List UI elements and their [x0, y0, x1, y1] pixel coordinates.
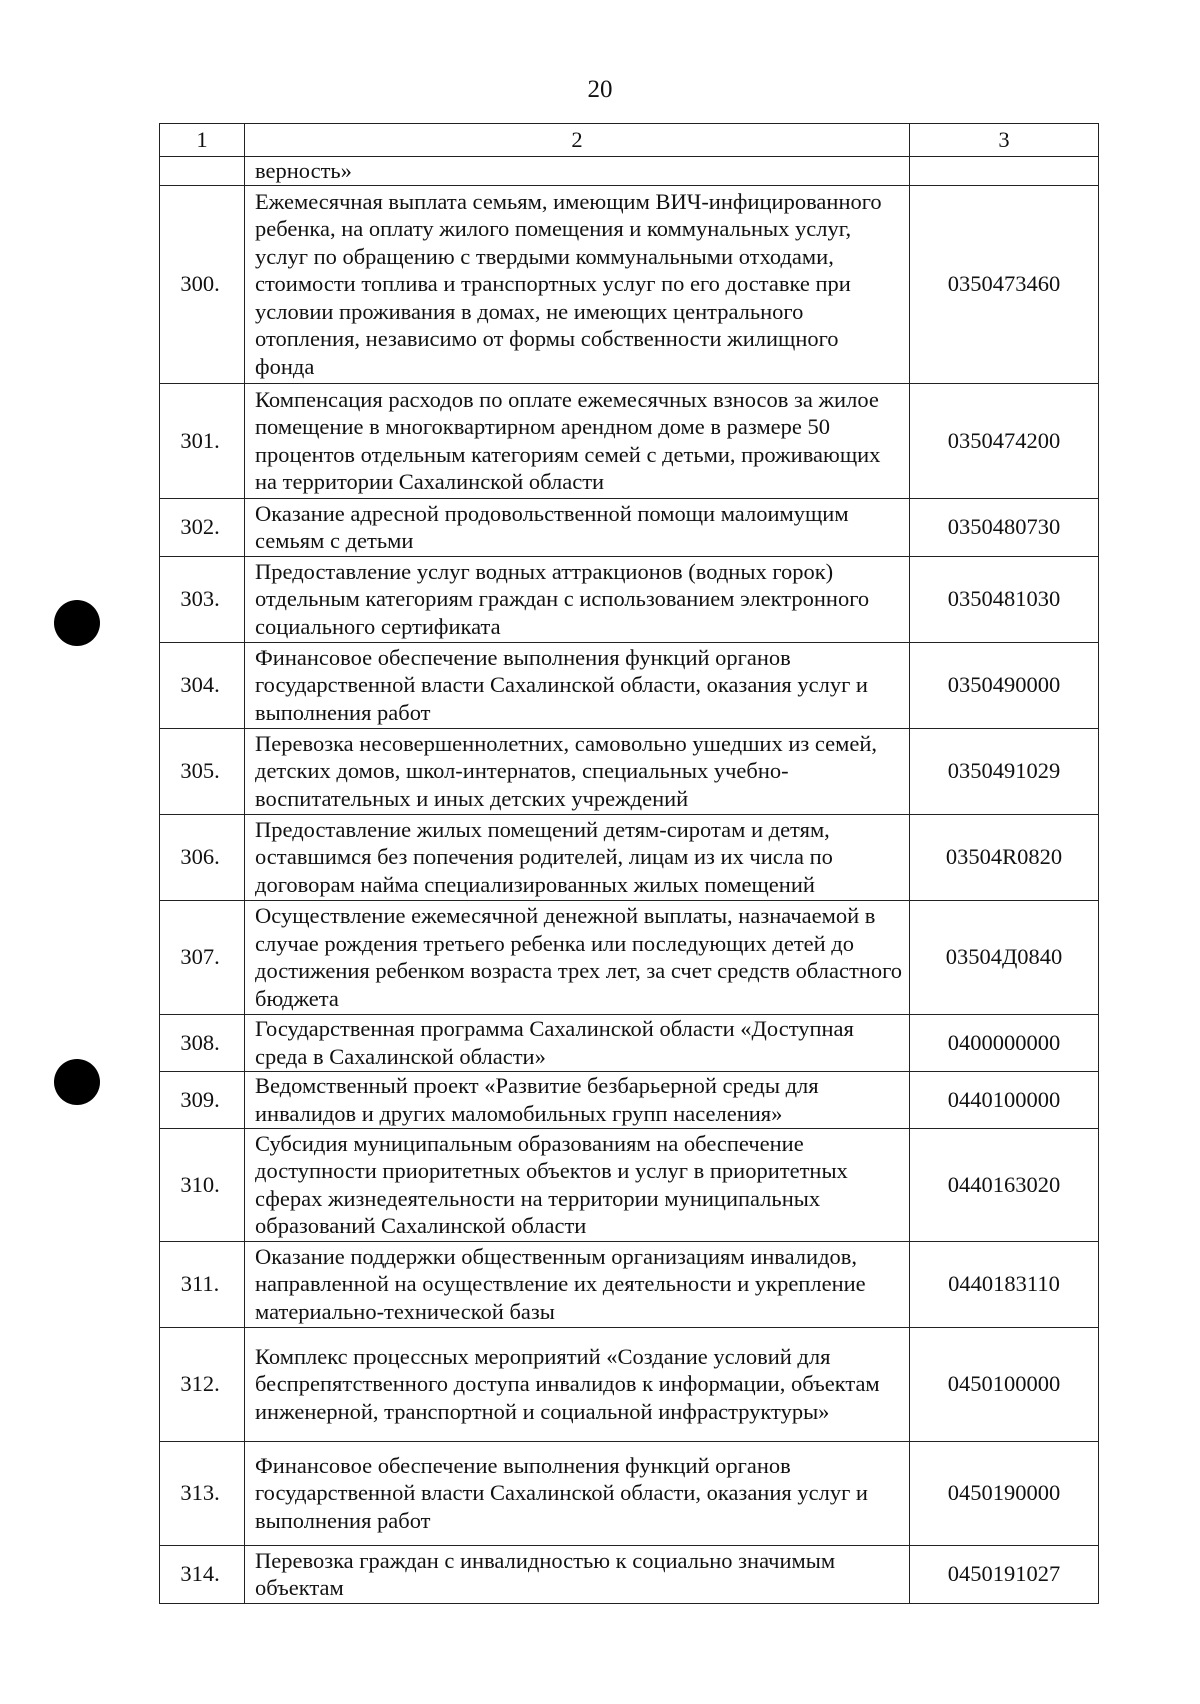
table-header-row: [160, 124, 1099, 157]
row-code: 0450190000: [910, 1441, 1099, 1545]
row-description: Оказание поддержки общественным организациям инвалидов, направленной на осуществление их деятельности и укрепление материально-технической базы: [245, 1241, 910, 1327]
column-header: 1: [160, 124, 245, 157]
column-header: 2: [245, 124, 910, 157]
row-description: верность»: [245, 157, 910, 186]
table-row: [160, 157, 1099, 186]
row-number: 305.: [160, 728, 245, 814]
punch-hole-top: [54, 600, 100, 646]
table-row: [160, 1128, 1099, 1241]
row-code: 0400000000: [910, 1014, 1099, 1071]
row-description: Осуществление ежемесячной денежной выплаты, назначаемой в случае рождения третьего ребенка или последующих детей до достижения ребенком возраста трех лет, за счет средств областного бюджета: [245, 900, 910, 1014]
row-number: 312.: [160, 1327, 245, 1441]
row-code: 03504Д0840: [910, 900, 1099, 1014]
table-row: [160, 1071, 1099, 1128]
row-description: Финансовое обеспечение выполнения функций органов государственной власти Сахалинской области, оказания услуг и выполнения работ: [245, 642, 910, 728]
row-code: 0440163020: [910, 1128, 1099, 1241]
row-description: Ежемесячная выплата семьям, имеющим ВИЧ-инфицированного ребенка, на оплату жилого помещения и коммунальных услуг, услуг по обращению с твердыми коммунальными отходами, стоимости топлива и транспортных услуг по его доставке при условии проживания в домах, не имеющих центрального отопления, независимо от формы собственности жилищного фонда: [245, 185, 910, 383]
row-code: 03504R0820: [910, 814, 1099, 900]
row-number: 314.: [160, 1545, 245, 1603]
table-row: [160, 185, 1099, 383]
table-row: [160, 1545, 1099, 1603]
table-row: [160, 556, 1099, 642]
row-description: Финансовое обеспечение выполнения функций органов государственной власти Сахалинской области, оказания услуг и выполнения работ: [245, 1441, 910, 1545]
table-row: [160, 1441, 1099, 1545]
budget-code-table: [159, 123, 1099, 1604]
table-row: [160, 814, 1099, 900]
table-row: [160, 1014, 1099, 1071]
row-code: 0440183110: [910, 1241, 1099, 1327]
row-code: 0450100000: [910, 1327, 1099, 1441]
row-number: 311.: [160, 1241, 245, 1327]
table-row: [160, 1327, 1099, 1441]
row-code: 0350490000: [910, 642, 1099, 728]
row-description: Перевозка несовершеннолетних, самовольно ушедших из семей, детских домов, школ-интернатов, специальных учебно-воспитательных и иных детских учреждений: [245, 728, 910, 814]
row-number: 309.: [160, 1071, 245, 1128]
row-description: Перевозка граждан с инвалидностью к социально значимым объектам: [245, 1545, 910, 1603]
row-number: 302.: [160, 498, 245, 556]
row-number: 306.: [160, 814, 245, 900]
row-code: 0350491029: [910, 728, 1099, 814]
row-code: [910, 157, 1099, 186]
row-number: 304.: [160, 642, 245, 728]
row-code: 0350480730: [910, 498, 1099, 556]
table-row: [160, 383, 1099, 498]
row-number: 310.: [160, 1128, 245, 1241]
row-number: 300.: [160, 185, 245, 383]
row-number: 313.: [160, 1441, 245, 1545]
row-description: Ведомственный проект «Развитие безбарьерной среды для инвалидов и других маломобильных групп населения»: [245, 1071, 910, 1128]
row-number: 308.: [160, 1014, 245, 1071]
table-row: [160, 498, 1099, 556]
page-number: 20: [587, 76, 613, 103]
table-row: [160, 728, 1099, 814]
row-code: 0350474200: [910, 383, 1099, 498]
column-header: 3: [910, 124, 1099, 157]
row-description: Комплекс процессных мероприятий «Создание условий для беспрепятственного доступа инвалидов к информации, объектам инженерной, транспортной и социальной инфраструктуры»: [245, 1327, 910, 1441]
row-description: Оказание адресной продовольственной помощи малоимущим семьям с детьми: [245, 498, 910, 556]
row-number: 301.: [160, 383, 245, 498]
table-row: [160, 1241, 1099, 1327]
row-description: Предоставление жилых помещений детям-сиротам и детям, оставшимся без попечения родителей, лицам из их числа по договорам найма специализированных жилых помещений: [245, 814, 910, 900]
row-number: [160, 157, 245, 186]
table-row: [160, 900, 1099, 1014]
row-code: 0350481030: [910, 556, 1099, 642]
row-description: Предоставление услуг водных аттракционов (водных горок) отдельным категориям граждан с использованием электронного социального сертификата: [245, 556, 910, 642]
row-number: 307.: [160, 900, 245, 1014]
row-code: 0350473460: [910, 185, 1099, 383]
row-description: Субсидия муниципальным образованиям на обеспечение доступности приоритетных объектов и услуг в приоритетных сферах жизнедеятельности на территории муниципальных образований Сахалинской области: [245, 1128, 910, 1241]
row-code: 0440100000: [910, 1071, 1099, 1128]
row-code: 0450191027: [910, 1545, 1099, 1603]
punch-hole-bottom: [54, 1059, 100, 1105]
row-number: 303.: [160, 556, 245, 642]
row-description: Компенсация расходов по оплате ежемесячных взносов за жилое помещение в многоквартирном арендном доме в размере 50 процентов отдельным категориям семей с детьми, проживающих на территории Сахалинской области: [245, 383, 910, 498]
row-description: Государственная программа Сахалинской области «Доступная среда в Сахалинской области»: [245, 1014, 910, 1071]
table-row: [160, 642, 1099, 728]
